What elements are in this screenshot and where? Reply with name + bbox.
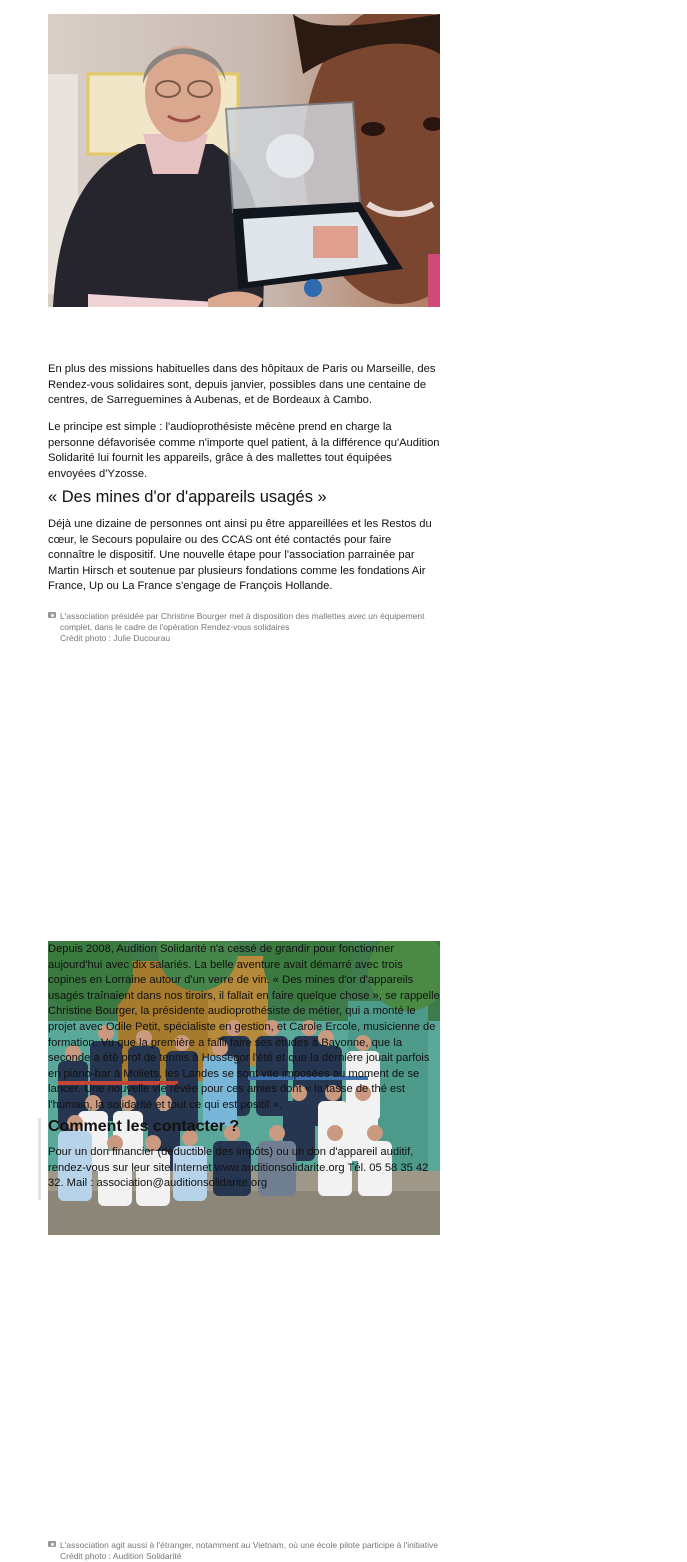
photo-caption <box>48 611 452 644</box>
camera-icon <box>48 612 56 618</box>
photo-caption <box>48 1540 452 1562</box>
photo-credit: Crédit photo : Julie Ducourau <box>60 633 171 643</box>
section-heading: « Des mines d'or d'appareils usagés » <box>48 488 327 506</box>
article-paragraph: En plus des missions habituelles dans des hôpitaux de Paris ou Marseille, des Rendez-vous solidaires sont, depuis janvier, possibles dans une centaine de centres, de Sarreguemines à Aubenas, et de Bordeaux à Cambo. <box>48 363 436 407</box>
photo-credit: Crédit photo : Audition Solidarité <box>60 1551 182 1561</box>
caption-text: L'association présidée par Christine Bourger met à disposition des mallettes avec un équipement complet, dans le cadre de l'opération Rendez-vous solidaires <box>60 611 425 632</box>
article-paragraph: Déjà une dizaine de personnes ont ainsi pu être appareillées et les Restos du cœur, le Secours populaire ou des CCAS ont été contactés pour faire connaître le dispositif. Une nouvelle étape pour l'association parrainée par Martin Hirsch et soutenue par plusieurs fondations comme les fondations Air France, Up ou La France s'engage de François Hollande. <box>48 518 432 593</box>
photo-woman-with-case <box>48 14 440 307</box>
article-paragraph: Le principe est simple : l'audioprothésiste mécène prend en charge la personne défavorisée comme n'importe quel patient, à la différence qu'Audition Solidarité lui fournit les appareils, grâce à des mallettes tout équipées envoyées d'Yzosse. <box>48 421 440 480</box>
contact-box-border <box>38 1118 41 1200</box>
contact-text: Pour un don financier (déductible des impôts) ou un don d'appareil auditif, rendez-vous sur leur site Internet www.auditionsolidarite.org Tél. 05 58 35 42 32. Mail : association@auditionsolidarite.org <box>48 1146 429 1190</box>
article-paragraph: Depuis 2008, Audition Solidarité n'a cessé de grandir pour fonctionner aujourd'hui avec dix salariés. La belle aventure avait démarré avec trois copines en Lorraine autour d'un verre de vin. « Des mines d'or d'appareils usagés traînaient dans nos tiroirs, il fallait en faire quelque chose », se rappelle Christine Bourger, la présidente audioprothésiste de métier, qui a monté le projet avec Odile Petit, spécialiste en gestion, et Carole Ercole, musicienne de formation. Vu que la première a failli faire ses études à Bayonne, que la seconde a été prof de tennis à Hossegor l'été et que la dernière jouait parfois en piano-bar à Moliets, les Landes se sont vite imposées au moment de se lancer. Une nouvelle vie rêvée pour ces amies dont « la tasse de thé est l'humain, la solidarité et tout ce qui est positif ». <box>48 943 440 1111</box>
contact-title: Comment les contacter ? <box>48 1118 240 1135</box>
article-photo-mallette <box>48 14 440 307</box>
contact-box <box>48 1118 440 1192</box>
caption-text: L'association agit aussi à l'étranger, notamment au Vietnam, où une école pilote participe à l'initiative <box>60 1540 438 1550</box>
camera-icon <box>48 1541 56 1547</box>
